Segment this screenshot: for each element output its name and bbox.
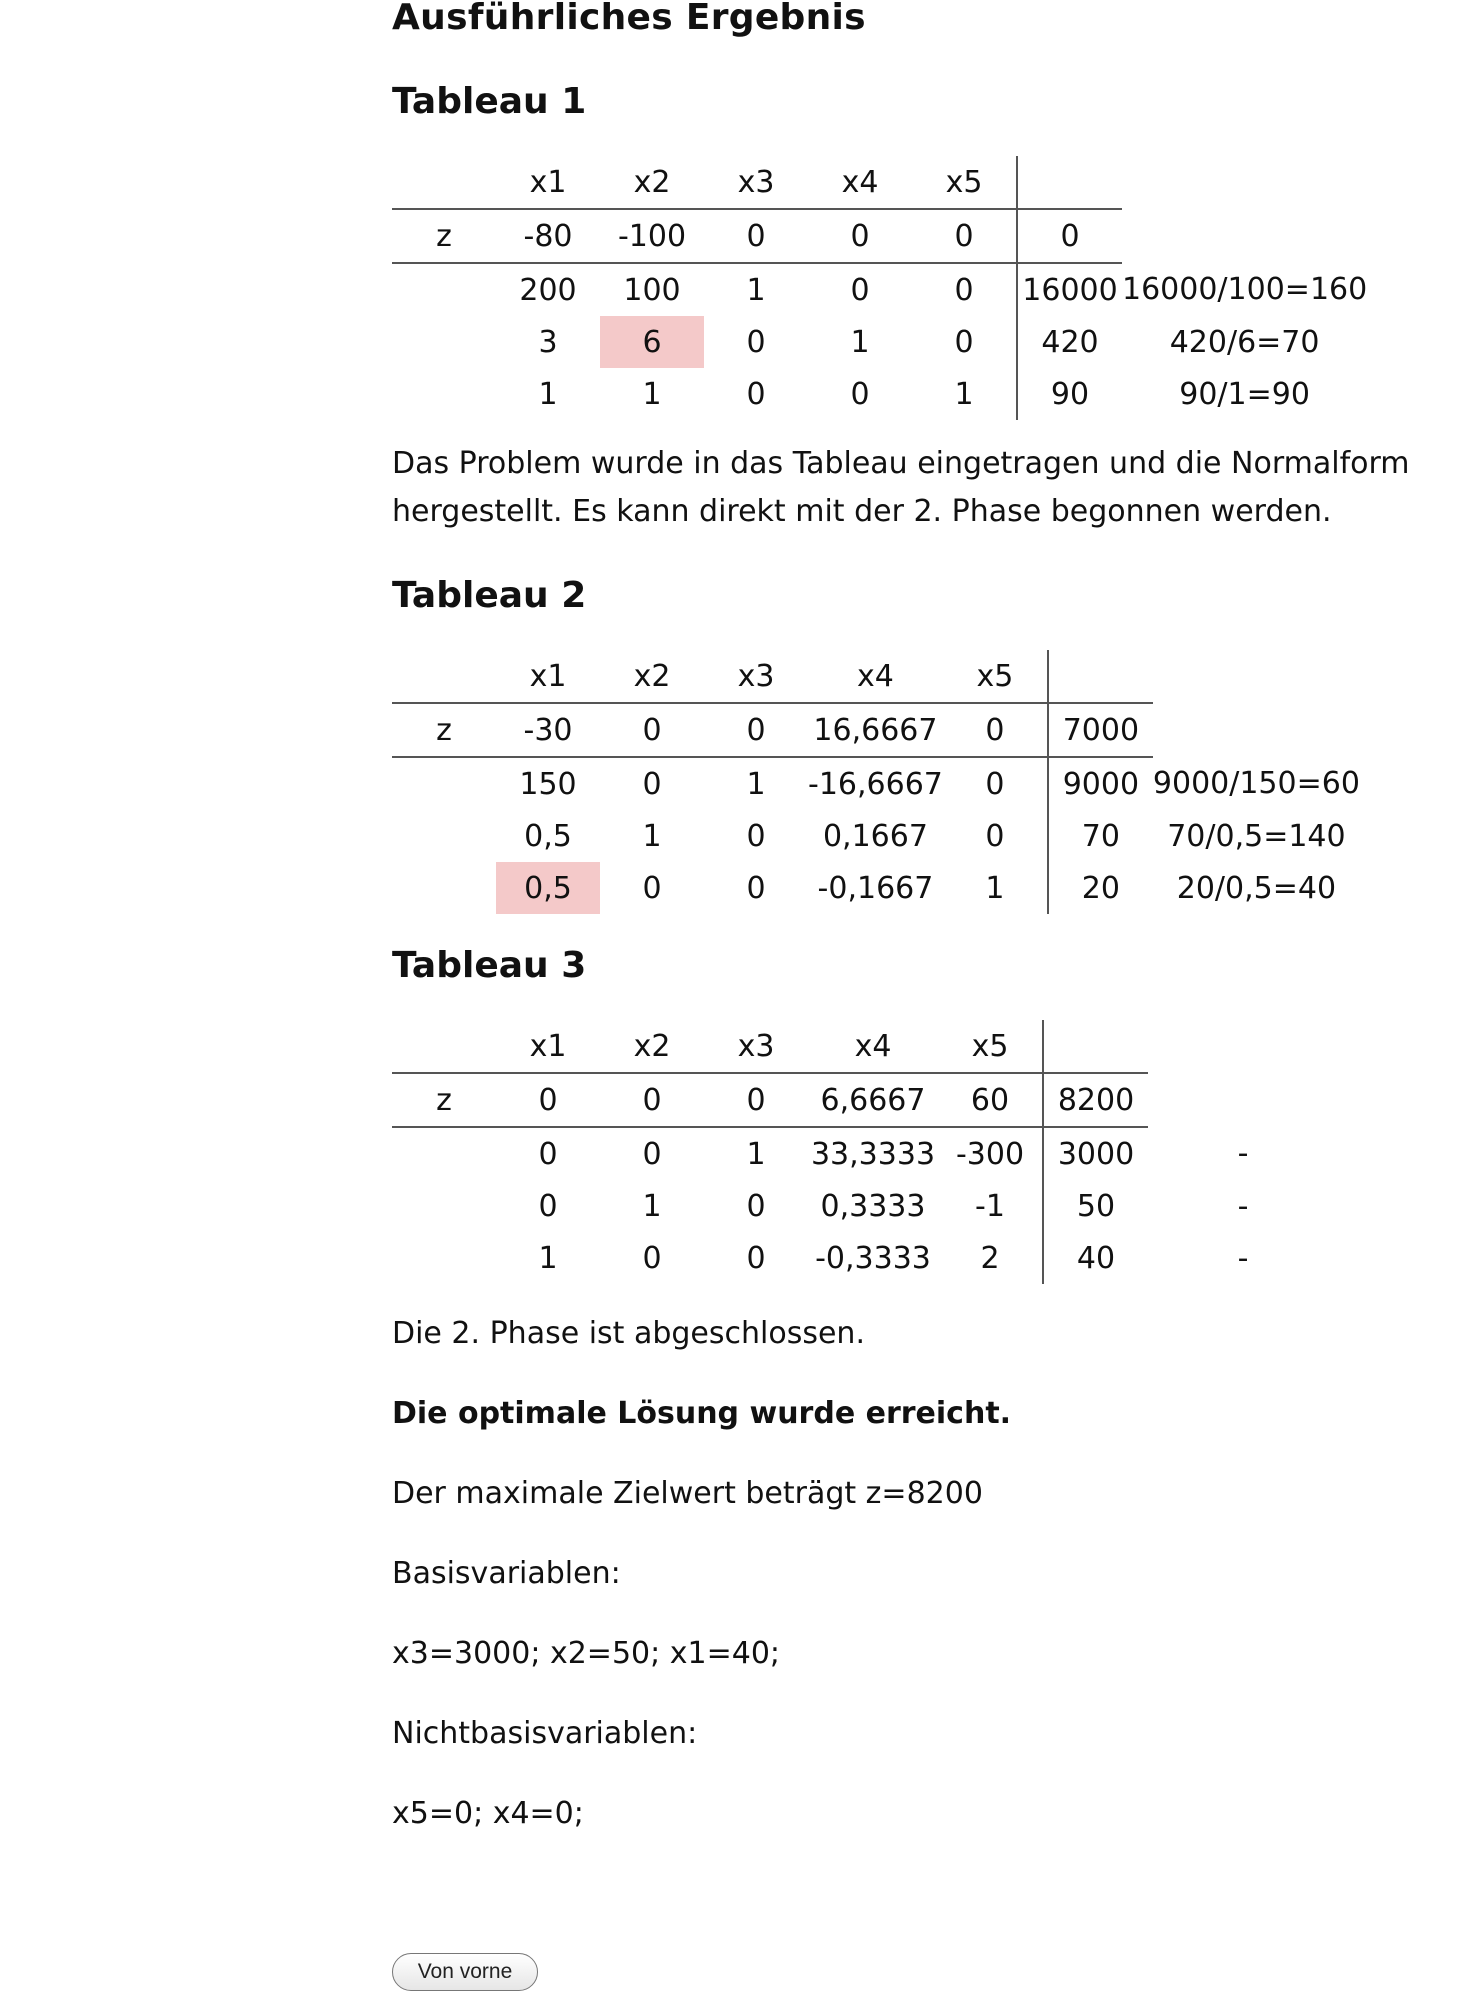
objective-row [392,1073,1338,1127]
column-header: x5 [976,658,1014,694]
empty-cell [1122,209,1367,263]
tableau-cell: 0 [746,818,766,854]
constraint-row [392,263,1367,316]
tableau-cell: 0 [954,272,974,308]
tableau-cell: 0 [985,766,1005,802]
constraint-row [392,1127,1338,1180]
empty-cell [392,862,496,914]
z-cell: 0 [704,209,808,263]
rhs-cell: 70 [1048,810,1153,862]
empty-cell [1148,1020,1338,1073]
empty-cell [1153,650,1360,703]
tableau-cell: 3 [538,324,558,360]
column-header: x4 [857,658,894,694]
tableau-cell: -300 [955,1136,1025,1172]
nonbasis-label: Nichtbasisvariablen: [392,1716,698,1751]
tableau-cell: 1 [954,376,974,412]
column-header: x4 [841,164,879,200]
tableau-cell: 0 [746,1188,766,1224]
constraint-row [392,810,1360,862]
column-header: x3 [737,658,775,694]
tableau-cell: 0,3333 [820,1188,926,1224]
z-label: z [392,703,496,757]
tableau-cell: 0 [985,818,1005,854]
quotient-cell: 16000/100=160 [1122,272,1368,307]
tableau-cell: 0 [642,1240,662,1276]
z-label: z [392,209,496,263]
tableau-header-row [392,1020,1338,1073]
z-cell: 6,6667 [808,1073,938,1127]
z-cell: 0 [704,703,808,757]
tableau-cell: 1 [985,870,1005,906]
empty-cell [1153,703,1360,757]
column-header: x3 [737,164,775,200]
tableau-cell: -0,3333 [815,1240,931,1276]
column-header: x2 [633,658,671,694]
z-cell: -30 [496,703,600,757]
tableau-cell: -1 [975,1188,1005,1224]
constraint-row [392,1232,1338,1284]
empty-cell [392,810,496,862]
tableau-cell: 0,5 [524,818,572,854]
basis-label: Basisvariablen: [392,1556,621,1591]
tableau-cell: 1 [746,1136,766,1172]
tableau-cell: 0 [642,766,662,802]
tableau-cell: 0 [746,376,766,412]
pivot-cell: 6 [600,316,704,368]
tableau-cell: 0 [746,870,766,906]
page-title: Ausführliches Ergebnis [392,0,866,38]
empty-cell [392,1180,496,1232]
tableau-cell: 200 [519,272,577,308]
tableau-cell: 0 [746,1240,766,1276]
column-header: x4 [854,1028,892,1064]
quotient-cell: 20/0,5=40 [1176,870,1337,906]
tableau-cell: 0 [538,1136,558,1172]
column-header: x5 [971,1028,1009,1064]
tableau-cell: 1 [850,324,870,360]
empty-cell [392,368,496,420]
nonbasis-values: x5=0; x4=0; [392,1796,584,1831]
rhs-cell: 16000 [1017,263,1122,316]
empty-cell [1122,156,1367,209]
z-cell: 0 [496,1073,600,1127]
tableau-header-row [392,650,1360,703]
empty-cell [392,316,496,368]
quotient-cell: 70/0,5=140 [1167,818,1346,854]
quotient-cell: - [1237,1240,1249,1276]
z-cell: -100 [600,209,704,263]
tableau-header-row [392,156,1367,209]
z-cell: 16,6667 [808,703,943,757]
rhs-cell: 420 [1017,316,1122,368]
quotient-cell: - [1237,1188,1249,1224]
empty-cell [392,263,496,316]
tableau-2 [392,650,1360,914]
tableau-cell: 2 [980,1240,1000,1276]
tableau-cell: 100 [623,272,681,308]
objective-row [392,703,1360,757]
constraint-row [392,1180,1338,1232]
empty-cell [392,757,496,810]
tableau-cell: 1 [746,272,766,308]
tableau-3-title: Tableau 3 [392,945,587,986]
result-content [392,0,1412,1838]
column-header: x2 [633,1028,671,1064]
tableau-cell: 0 [642,870,662,906]
tableau-cell: -16,6667 [808,766,943,802]
tableau-1-title: Tableau 1 [392,81,587,122]
explanation-text: Das Problem wurde in das Tableau eingetragen und die Normalform hergestellt. Es kann direkt mit der 2. Phase begonnen werden. [392,446,1410,529]
column-header: x5 [945,164,983,200]
constraint-row [392,757,1360,810]
empty-cell [392,650,496,703]
empty-cell [392,1127,496,1180]
rhs-cell: 90 [1017,368,1122,420]
z-cell: 60 [938,1073,1043,1127]
empty-cell [392,1232,496,1284]
z-rhs: 8200 [1043,1073,1148,1127]
tableau-cell: 0 [746,324,766,360]
empty-cell [1148,1073,1338,1127]
z-rhs: 0 [1017,209,1122,263]
tableau-2-title: Tableau 2 [392,575,587,616]
z-cell: 0 [600,703,704,757]
rhs-cell: 9000 [1048,757,1153,810]
quotient-cell: 420/6=70 [1169,324,1320,360]
rhs-cell: 20 [1048,862,1153,914]
rhs-header [1017,156,1122,209]
column-header: x1 [529,1028,567,1064]
column-header: x2 [633,164,671,200]
tableau-3 [392,1020,1338,1284]
rhs-header [1043,1020,1148,1073]
z-cell: 0 [808,209,912,263]
tableau-cell: 0 [954,324,974,360]
rhs-cell: 40 [1043,1232,1148,1284]
tableau-cell: 1 [642,376,662,412]
rhs-cell: 50 [1043,1180,1148,1232]
column-header: x3 [737,1028,775,1064]
z-rhs: 7000 [1048,703,1153,757]
column-header: x1 [529,658,567,694]
column-header: x1 [529,164,567,200]
tableau-cell: 1 [746,766,766,802]
tableau-cell: 0,1667 [822,818,928,854]
tableau-cell: 33,3333 [810,1136,936,1172]
tableau-cell: -0,1667 [817,870,934,906]
tableau-cell: 0 [850,272,870,308]
z-cell: 0 [704,1073,808,1127]
tableau-cell: 0 [538,1188,558,1224]
z-cell: 0 [912,209,1017,263]
optimal-solution-text: Die optimale Lösung wurde erreicht. [392,1396,1012,1431]
tableau-cell: 0 [642,1136,662,1172]
tableau-cell: 150 [519,766,577,802]
constraint-row [392,862,1360,914]
restart-button[interactable]: Von vorne [392,1953,538,1991]
quotient-cell: - [1237,1136,1249,1171]
z-cell: 0 [600,1073,704,1127]
tableau-cell: 1 [642,1188,662,1224]
tableau-cell: 1 [642,818,662,854]
pivot-cell: 0,5 [496,862,600,914]
z-cell: -80 [496,209,600,263]
tableau-cell: 0 [850,376,870,412]
empty-cell [392,1020,496,1073]
z-cell: 0 [943,703,1048,757]
objective-row [392,209,1367,263]
max-objective-text: Der maximale Zielwert beträgt z=8200 [392,1476,983,1511]
z-label: z [392,1073,496,1127]
phase-complete-text: Die 2. Phase ist abgeschlossen. [392,1316,865,1351]
basis-values: x3=3000; x2=50; x1=40; [392,1636,781,1671]
rhs-cell: 3000 [1043,1127,1148,1180]
rhs-header [1048,650,1153,703]
constraint-row [392,316,1367,368]
tableau-cell: 1 [538,376,558,412]
empty-cell [392,156,496,209]
tableau-cell: 1 [538,1240,558,1276]
constraint-row [392,368,1367,420]
quotient-cell: 9000/150=60 [1152,766,1360,801]
tableau-1 [392,156,1367,420]
quotient-cell: 90/1=90 [1179,376,1310,412]
